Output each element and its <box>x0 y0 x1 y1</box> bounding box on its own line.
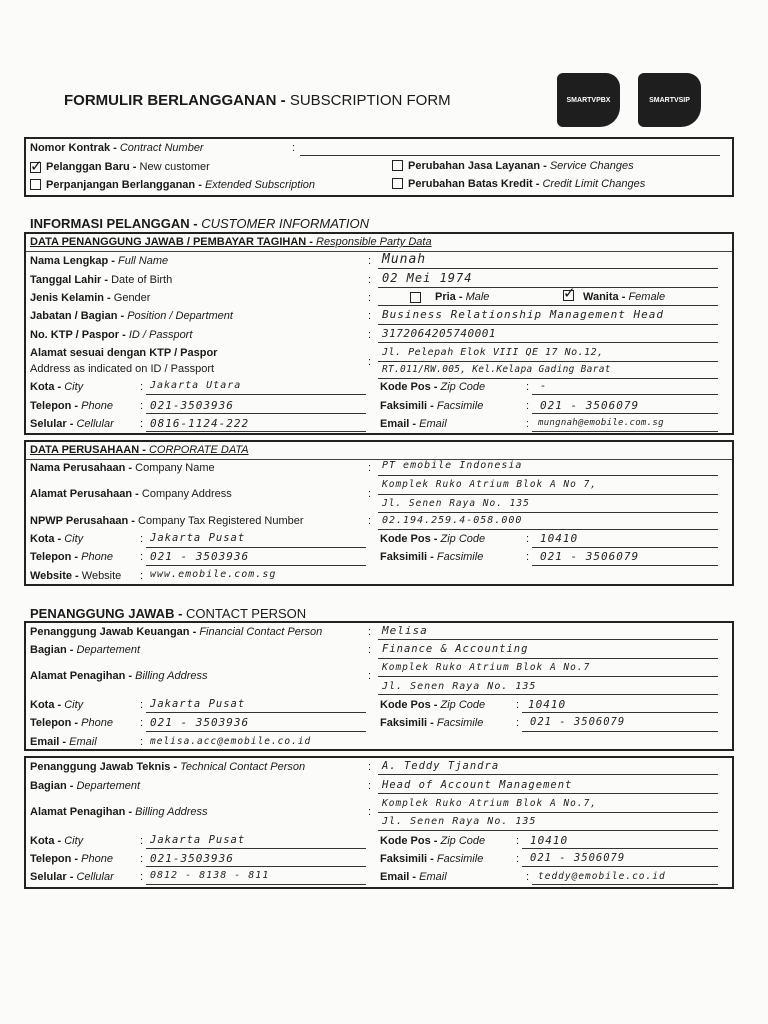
website-label <box>30 570 121 582</box>
tech-email-italic: Email <box>419 871 447 883</box>
tech-fax-value[interactable]: 021 - 3506079 <box>530 852 626 864</box>
gender-label <box>30 292 150 304</box>
website-text: Website <box>81 570 122 582</box>
customer-info-heading-bold: INFORMASI PELANGGAN - <box>30 216 198 231</box>
credit-limit-bold: Perubahan Batas Kredit - <box>408 178 540 190</box>
service-changes-italic: Service Changes <box>549 160 634 172</box>
date-of-birth-value[interactable]: 02 Mei 1974 <box>382 271 473 285</box>
tech-city-italic: City <box>64 835 84 847</box>
female-italic: Female <box>628 291 666 303</box>
contract-number-label <box>30 142 204 154</box>
gender-bold: Jenis Kelamin - <box>30 292 111 304</box>
tech-dept-italic: Departement <box>76 780 141 792</box>
service-changes-bold: Perubahan Jasa Layanan - <box>408 160 547 172</box>
gender-text: Gender <box>113 292 151 304</box>
form-title-bold: FORMULIR BERLANGGANAN - <box>64 92 286 109</box>
new-customer-label <box>46 161 210 173</box>
id-passport-value[interactable]: 3172064205740001 <box>382 327 496 340</box>
contract-number-field[interactable] <box>300 155 720 156</box>
financial-contact-colon: : <box>368 626 372 638</box>
position-bold: Jabatan / Bagian - <box>30 310 125 322</box>
corp-phone-italic: Phone <box>81 551 113 563</box>
tech-billing-line1[interactable]: Komplek Ruko Atrium Blok A No.7, <box>382 798 598 809</box>
fax-value[interactable]: 021 - 3506079 <box>540 399 640 412</box>
tech-phone-italic: Phone <box>81 853 113 865</box>
form-title-italic: SUBSCRIPTION FORM <box>289 92 451 109</box>
company-tax-text: Company Tax Registered Number <box>138 515 304 527</box>
city-bold: Kota - <box>30 381 62 393</box>
tech-email-bold: Email - <box>380 871 417 883</box>
tech-cellular-bold: Selular - <box>30 871 74 883</box>
corp-phone-colon: : <box>140 551 144 563</box>
tech-billing-bold: Alamat Penagihan - <box>30 806 133 818</box>
email-colon: : <box>526 418 530 430</box>
tech-cellular-italic: Cellular <box>76 871 114 883</box>
corp-zip-label <box>380 533 485 545</box>
position-italic: Position / Department <box>127 310 233 322</box>
fin-phone-bold: Telepon - <box>30 717 79 729</box>
extended-subscription-checkbox[interactable] <box>30 179 41 190</box>
tech-cellular-value[interactable]: 0812 - 8138 - 811 <box>150 870 270 881</box>
tech-cellular-colon: : <box>140 871 144 883</box>
fin-fax-label <box>380 717 483 729</box>
corp-city-value[interactable]: Jakarta Pusat <box>150 532 246 544</box>
smartvpbx-logo <box>557 73 620 127</box>
tech-fax-colon: : <box>516 853 520 865</box>
company-tax-label <box>30 515 304 527</box>
tech-email-value[interactable]: teddy@emobile.co.id <box>538 871 666 882</box>
fin-email-value[interactable]: melisa.acc@emobile.co.id <box>150 736 312 747</box>
tech-email-label <box>380 871 447 883</box>
website-colon: : <box>140 570 144 582</box>
tech-city-label <box>30 835 83 847</box>
corp-city-label <box>30 533 83 545</box>
tech-billing-line2[interactable]: Jl. Senen Raya No. 135 <box>382 816 537 827</box>
tech-city-value[interactable]: Jakarta Pusat <box>150 834 246 846</box>
fin-zip-italic: Zip Code <box>440 699 486 711</box>
company-name-text: Company Name <box>135 462 215 474</box>
fin-zip-label <box>380 699 485 711</box>
city-value[interactable]: Jakarta Utara <box>150 380 242 391</box>
extended-subscription-bold: Perpanjangan Berlangganan - <box>46 179 202 191</box>
form-title <box>64 92 451 109</box>
zip-colon: : <box>526 381 530 393</box>
email-value[interactable]: mungnah@emobile.com.sg <box>538 418 664 428</box>
fin-fax-bold: Faksimili - <box>380 717 434 729</box>
fin-email-bold: Email - <box>30 736 67 748</box>
cellular-colon: : <box>140 418 144 430</box>
fin-city-colon: : <box>140 699 144 711</box>
fin-city-value[interactable]: Jakarta Pusat <box>150 698 246 710</box>
company-name-label <box>30 462 215 474</box>
gender-colon: : <box>368 292 372 304</box>
service-changes-checkbox[interactable] <box>392 160 403 171</box>
tech-dept-label <box>30 780 140 792</box>
corp-fax-label <box>380 551 483 563</box>
male-label <box>435 291 489 303</box>
cellular-label <box>30 418 114 430</box>
company-tax-colon: : <box>368 515 372 527</box>
responsible-party-italic: Responsible Party Data <box>316 236 432 248</box>
full-name-label <box>30 255 168 267</box>
company-address-line1[interactable]: Komplek Ruko Atrium Blok A No 7, <box>382 479 598 490</box>
corp-city-bold: Kota - <box>30 533 62 545</box>
corp-fax-colon: : <box>526 551 530 563</box>
technical-contact-bold: Penanggung Jawab Teknis - <box>30 761 178 773</box>
position-label <box>30 310 233 322</box>
fin-dept-bold: Bagian - <box>30 644 74 656</box>
city-italic: City <box>64 381 84 393</box>
fin-billing-label <box>30 670 208 682</box>
fin-city-bold: Kota - <box>30 699 62 711</box>
company-tax-bold: NPWP Perusahaan - <box>30 515 135 527</box>
tech-billing-label <box>30 806 208 818</box>
corp-fax-value[interactable]: 021 - 3506079 <box>540 550 640 563</box>
contact-person-heading-italic: CONTACT PERSON <box>186 606 307 621</box>
email-label <box>380 418 447 430</box>
full-name-italic: Full Name <box>118 255 169 267</box>
city-colon: : <box>140 381 144 393</box>
address-sublabel <box>30 363 214 375</box>
technical-contact-label <box>30 761 305 773</box>
website-value[interactable]: www.emobile.com.sg <box>150 569 277 580</box>
tech-email-colon: : <box>526 871 530 883</box>
credit-limit-italic: Credit Limit Changes <box>542 178 646 190</box>
full-name-bold: Nama Lengkap - <box>30 255 115 267</box>
fin-zip-colon: : <box>516 699 520 711</box>
tech-zip-italic: Zip Code <box>440 835 486 847</box>
extended-subscription-italic: Extended Subscription <box>204 179 316 191</box>
tech-billing-colon: : <box>368 806 372 818</box>
customer-info-heading <box>30 216 369 231</box>
id-passport-label <box>30 329 192 341</box>
new-customer-bold: Pelanggan Baru - <box>46 161 137 173</box>
male-bold: Pria - <box>435 291 463 303</box>
fin-email-label <box>30 736 97 748</box>
tech-fax-italic: Facsimile <box>436 853 484 865</box>
tech-phone-bold: Telepon - <box>30 853 79 865</box>
cellular-italic: Cellular <box>76 418 114 430</box>
date-of-birth-text: Date of Birth <box>111 274 173 286</box>
company-address-text: Company Address <box>141 488 232 500</box>
tech-city-bold: Kota - <box>30 835 62 847</box>
zip-label <box>380 381 485 393</box>
fin-phone-label <box>30 717 113 729</box>
zip-value[interactable]: - <box>540 380 548 392</box>
date-of-birth-bold: Tanggal Lahir - <box>30 274 109 286</box>
credit-limit-label <box>408 178 645 190</box>
full-name-value[interactable]: Munah <box>382 252 427 267</box>
address-text: Address as indicated on ID / Passport <box>30 363 215 375</box>
corp-phone-label <box>30 551 113 563</box>
email-bold: Email - <box>380 418 417 430</box>
fin-fax-italic: Facsimile <box>436 717 484 729</box>
fin-city-italic: City <box>64 699 84 711</box>
fin-billing-line2[interactable]: Jl. Senen Raya No. 135 <box>382 681 537 692</box>
phone-value[interactable]: 021-3503936 <box>150 399 234 412</box>
female-bold: Wanita - <box>583 291 626 303</box>
fin-fax-value[interactable]: 021 - 3506079 <box>530 716 626 728</box>
corp-fax-bold: Faksimili - <box>380 551 434 563</box>
tech-phone-value[interactable]: 021-3503936 <box>150 852 234 865</box>
company-address-bold: Alamat Perusahaan - <box>30 488 139 500</box>
phone-label <box>30 400 113 412</box>
male-italic: Male <box>465 291 490 303</box>
fin-billing-italic: Billing Address <box>135 670 208 682</box>
tech-zip-colon: : <box>516 835 520 847</box>
company-tax-value[interactable]: 02.194.259.4-058.000 <box>382 515 523 526</box>
corporate-data-heading <box>30 444 249 456</box>
fin-billing-line1[interactable]: Komplek Ruko Atrium Blok A No.7 <box>382 662 591 673</box>
date-of-birth-colon: : <box>368 274 372 286</box>
responsible-party-heading <box>30 236 432 248</box>
tech-zip-label <box>380 835 485 847</box>
corp-phone-bold: Telepon - <box>30 551 79 563</box>
corp-zip-italic: Zip Code <box>440 533 486 545</box>
tech-zip-bold: Kode Pos - <box>380 835 438 847</box>
technical-contact-box <box>24 756 734 889</box>
new-customer-text: New customer <box>139 161 210 173</box>
female-label <box>583 291 665 303</box>
company-address-line2[interactable]: Jl. Senen Raya No. 135 <box>382 498 530 509</box>
company-name-bold: Nama Perusahaan - <box>30 462 133 474</box>
male-checkbox[interactable] <box>410 292 421 303</box>
contract-number-italic: Contract Number <box>119 142 204 154</box>
fin-dept-italic: Departement <box>76 644 141 656</box>
contact-person-heading <box>30 606 306 621</box>
corp-phone-value[interactable]: 021 - 3503936 <box>150 550 250 563</box>
tech-fax-bold: Faksimili - <box>380 853 434 865</box>
address-label <box>30 347 217 359</box>
corp-city-italic: City <box>64 533 84 545</box>
corporate-data-bold: DATA PERUSAHAAN - <box>30 444 146 456</box>
tech-fax-label <box>380 853 483 865</box>
zip-bold: Kode Pos - <box>380 381 438 393</box>
contract-number-bold: Nomor Kontrak - <box>30 142 117 154</box>
cellular-value[interactable]: 0816-1124-222 <box>150 417 250 430</box>
fin-phone-value[interactable]: 021 - 3503936 <box>150 716 250 729</box>
financial-contact-label <box>30 626 322 638</box>
city-label <box>30 381 83 393</box>
company-address-label <box>30 488 232 500</box>
contract-number-colon: : <box>292 142 296 154</box>
fin-billing-bold: Alamat Penagihan - <box>30 670 133 682</box>
cellular-bold: Selular - <box>30 418 74 430</box>
fin-city-label <box>30 699 83 711</box>
service-changes-label <box>408 160 634 172</box>
phone-bold: Telepon - <box>30 400 79 412</box>
corporate-data-italic: CORPORATE DATA <box>148 444 249 456</box>
company-name-value[interactable]: PT emobile Indonesia <box>382 460 523 471</box>
smartvsip-logo <box>638 73 701 127</box>
financial-contact-italic: Financial Contact Person <box>199 626 323 638</box>
address-value-line1[interactable]: Jl. Pelepah Elok VIII QE 17 No.12, <box>382 347 604 358</box>
corp-fax-italic: Facsimile <box>436 551 484 563</box>
tech-cellular-label <box>30 871 114 883</box>
full-name-colon: : <box>368 255 372 267</box>
tech-city-colon: : <box>140 835 144 847</box>
corp-zip-value[interactable]: 10410 <box>540 532 579 545</box>
position-value[interactable]: Business Relationship Management Head <box>382 308 665 321</box>
financial-contact-value[interactable]: Melisa <box>382 624 428 637</box>
id-passport-bold: No. KTP / Paspor - <box>30 329 126 341</box>
technical-contact-value[interactable]: A. Teddy Tjandra <box>382 760 500 772</box>
corp-city-colon: : <box>140 533 144 545</box>
fax-bold: Faksimili - <box>380 400 434 412</box>
fin-phone-italic: Phone <box>81 717 113 729</box>
fin-email-colon: : <box>140 736 144 748</box>
id-passport-colon: : <box>368 329 372 341</box>
fin-dept-value[interactable]: Finance & Accounting <box>382 643 529 655</box>
fin-dept-label <box>30 644 140 656</box>
customer-info-heading-italic: CUSTOMER INFORMATION <box>201 216 369 231</box>
phone-italic: Phone <box>81 400 113 412</box>
tech-dept-value[interactable]: Head of Account Management <box>382 779 573 791</box>
fin-dept-colon: : <box>368 644 372 656</box>
checkmark-icon: ✓ <box>30 157 43 175</box>
fax-italic: Facsimile <box>436 400 484 412</box>
date-of-birth-label <box>30 274 172 286</box>
contact-person-heading-bold: PENANGGUNG JAWAB - <box>30 606 183 621</box>
id-passport-italic: ID / Passport <box>128 329 193 341</box>
technical-contact-colon: : <box>368 761 372 773</box>
company-address-colon: : <box>368 488 372 500</box>
address-value-line2[interactable]: RT.011/RW.005, Kel.Kelapa Gading Barat <box>382 364 611 375</box>
tech-billing-italic: Billing Address <box>135 806 208 818</box>
extended-subscription-label <box>46 179 315 191</box>
email-italic: Email <box>419 418 447 430</box>
zip-italic: Zip Code <box>440 381 486 393</box>
financial-contact-bold: Penanggung Jawab Keuangan - <box>30 626 197 638</box>
fin-fax-colon: : <box>516 717 520 729</box>
fin-zip-value[interactable]: 10410 <box>528 698 567 711</box>
tech-dept-colon: : <box>368 780 372 792</box>
phone-colon: : <box>140 400 144 412</box>
credit-limit-checkbox[interactable] <box>392 178 403 189</box>
fin-phone-colon: : <box>140 717 144 729</box>
address-colon: : <box>368 356 372 368</box>
fin-zip-bold: Kode Pos - <box>380 699 438 711</box>
address-bold: Alamat sesuai dengan KTP / Paspor <box>30 347 218 359</box>
tech-zip-value[interactable]: 10410 <box>530 834 569 847</box>
smartvsip-logo-text: SMARTVSIP <box>649 97 690 104</box>
technical-contact-italic: Technical Contact Person <box>180 761 306 773</box>
tech-phone-colon: : <box>140 853 144 865</box>
corp-zip-bold: Kode Pos - <box>380 533 438 545</box>
fax-label <box>380 400 483 412</box>
fin-email-italic: Email <box>69 736 97 748</box>
tech-dept-bold: Bagian - <box>30 780 74 792</box>
website-bold: Website - <box>30 570 79 582</box>
fax-colon: : <box>526 400 530 412</box>
smartvpbx-logo-text: SMARTVPBX <box>566 97 611 104</box>
position-colon: : <box>368 310 372 322</box>
company-name-colon: : <box>368 462 372 474</box>
responsible-party-bold: DATA PENANGGUNG JAWAB / PEMBAYAR TAGIHAN - <box>30 236 313 248</box>
fin-billing-colon: : <box>368 670 372 682</box>
corp-zip-colon: : <box>526 533 530 545</box>
tech-phone-label <box>30 853 113 865</box>
checkmark-icon: ✓ <box>563 284 576 302</box>
